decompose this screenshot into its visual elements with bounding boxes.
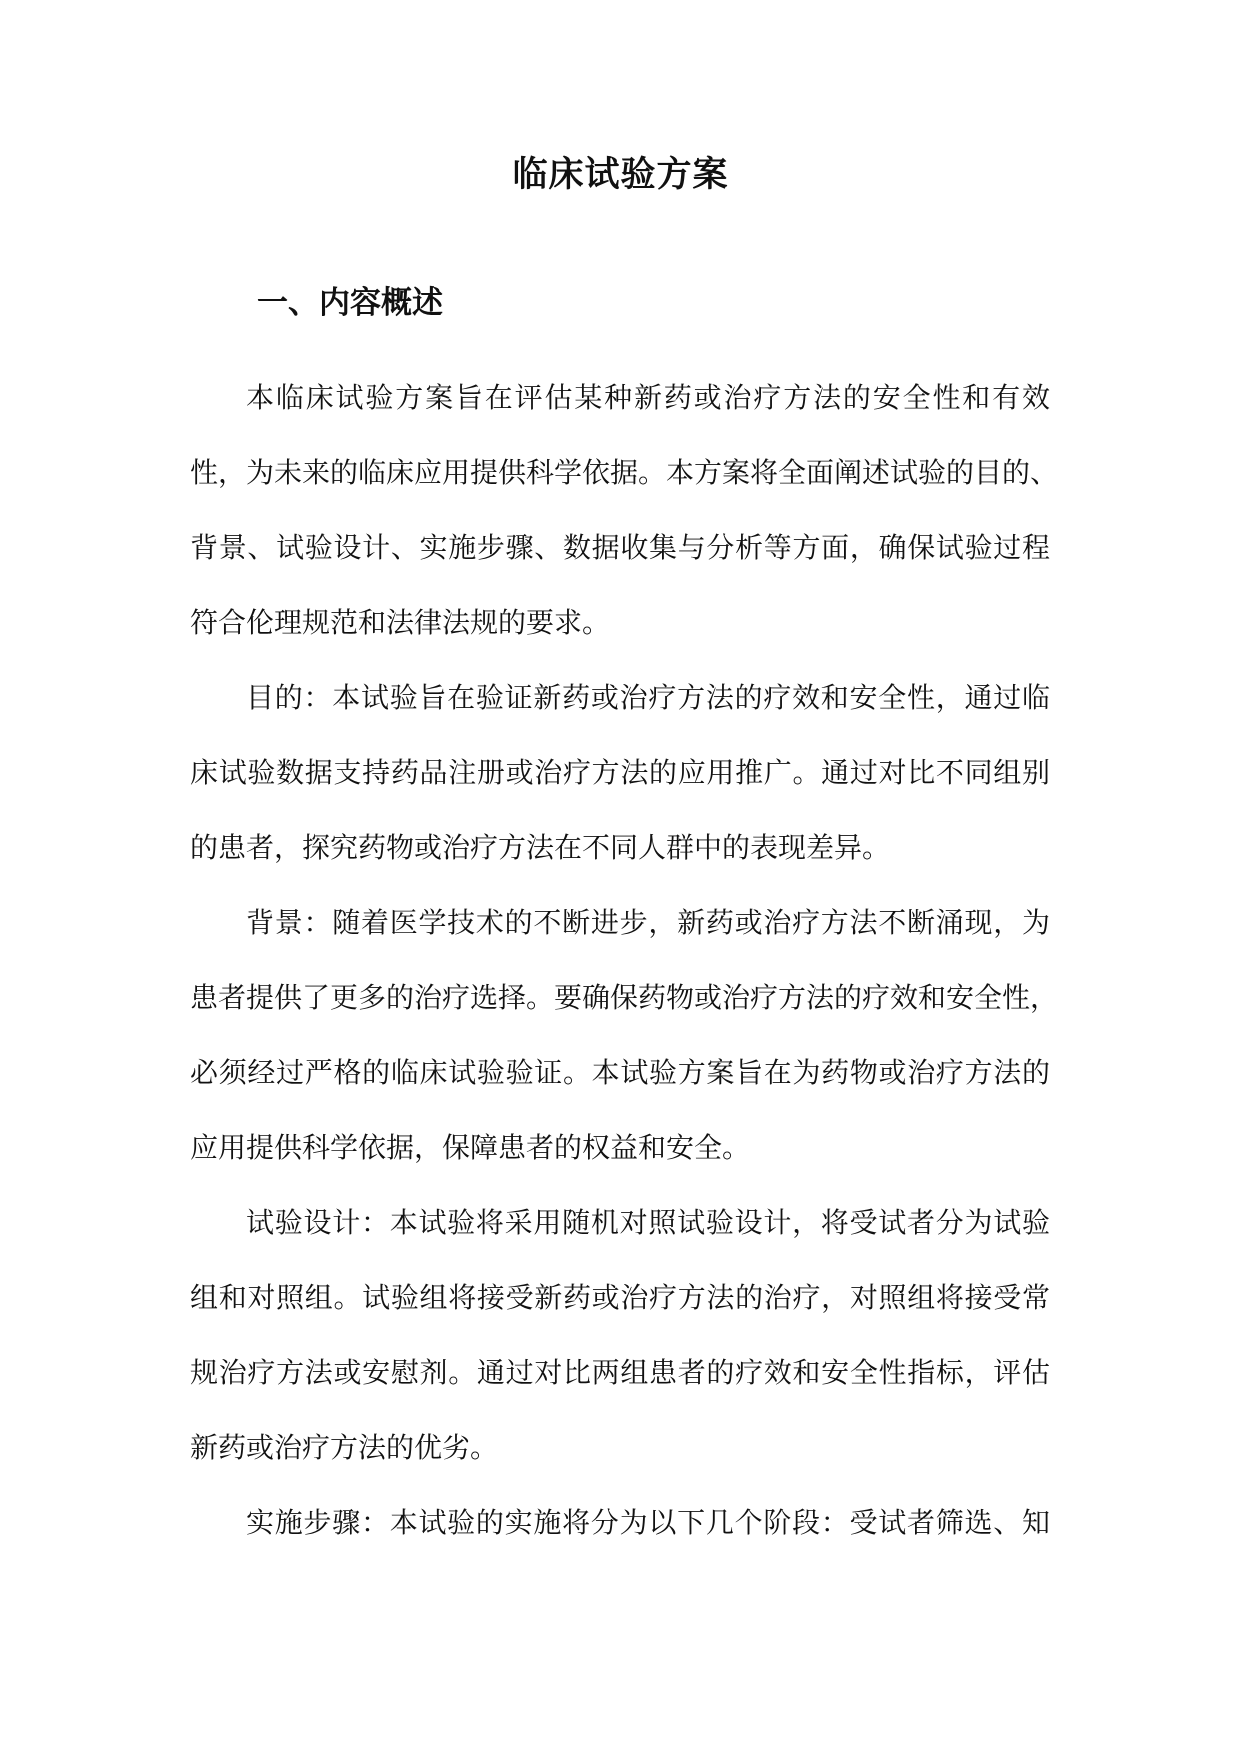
text-line: 的患者，探究药物或治疗方法在不同人群中的表现差异。	[190, 831, 891, 864]
text-line: 本临床试验方案旨在评估某种新药或治疗方法的安全性和有效	[246, 381, 1050, 414]
text-line: 必须经过严格的临床试验验证。本试验方案旨在为药物或治疗方法的	[190, 1056, 1050, 1089]
text-line: 实施步骤：本试验的实施将分为以下几个阶段：受试者筛选、知	[246, 1506, 1050, 1539]
text-line: 性，为未来的临床应用提供科学依据。本方案将全面阐述试验的目的、	[190, 456, 1059, 489]
text-line: 背景、试验设计、实施步骤、数据收集与分析等方面，确保试验过程	[190, 531, 1050, 564]
document-title: 临床试验方案	[512, 154, 729, 195]
paragraph-implementation	[190, 1485, 1050, 1560]
paragraph-overview	[190, 360, 1059, 660]
text-line: 背景：随着医学技术的不断进步，新药或治疗方法不断涌现，为	[246, 906, 1050, 939]
text-line: 床试验数据支持药品注册或治疗方法的应用推广。通过对比不同组别	[190, 756, 1050, 789]
paragraph-background	[190, 885, 1059, 1185]
document-body	[190, 360, 1059, 1560]
text-line: 目的：本试验旨在验证新药或治疗方法的疗效和安全性，通过临	[246, 681, 1050, 714]
text-line: 组和对照组。试验组将接受新药或治疗方法的治疗，对照组将接受常	[190, 1281, 1050, 1314]
paragraph-purpose	[190, 660, 1050, 885]
paragraph-design	[190, 1185, 1050, 1485]
text-line: 符合伦理规范和法律法规的要求。	[190, 606, 611, 639]
text-line: 患者提供了更多的治疗选择。要确保药物或治疗方法的疗效和安全性，	[190, 981, 1059, 1014]
text-line: 应用提供科学依据，保障患者的权益和安全。	[190, 1131, 751, 1164]
text-line: 试验设计：本试验将采用随机对照试验设计，将受试者分为试验	[246, 1206, 1050, 1239]
section-heading: 一、内容概述	[257, 285, 443, 321]
text-line: 规治疗方法或安慰剂。通过对比两组患者的疗效和安全性指标，评估	[190, 1356, 1050, 1389]
text-line: 新药或治疗方法的优劣。	[190, 1431, 499, 1464]
